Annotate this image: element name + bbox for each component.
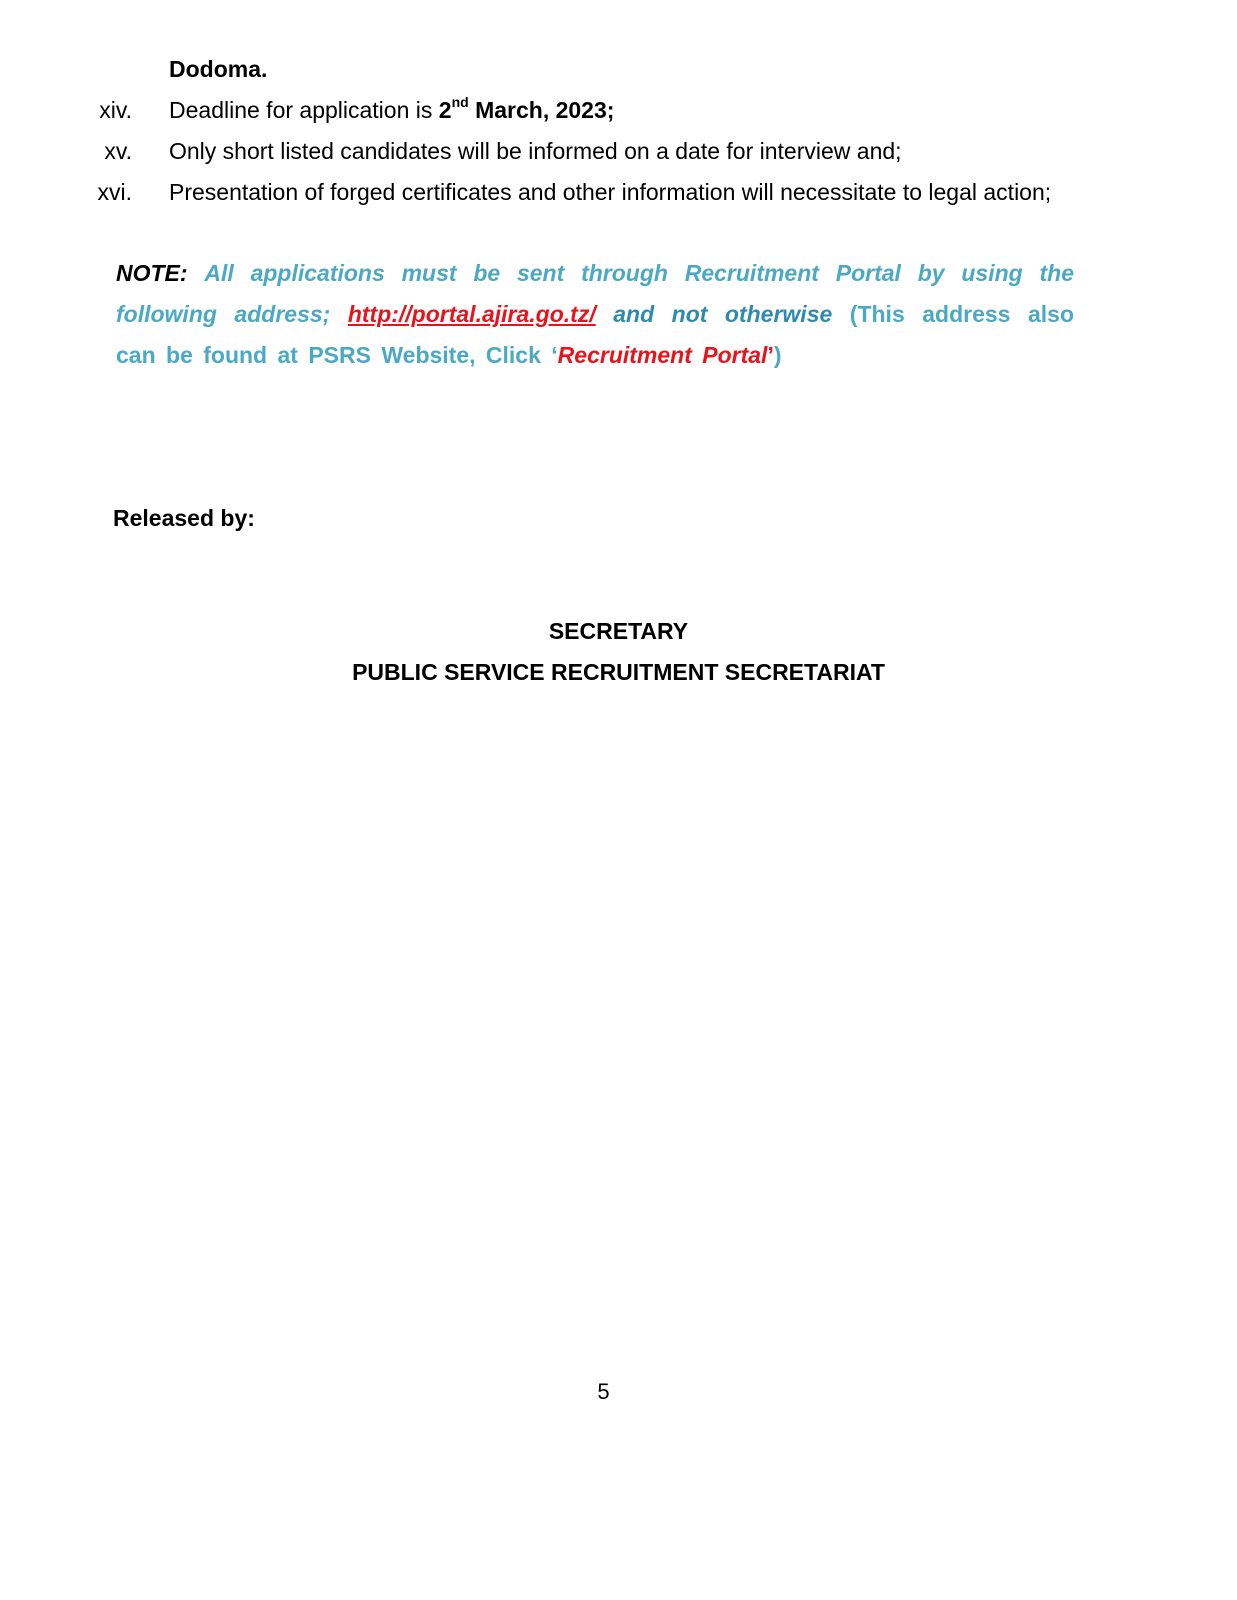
list-item-shortlist: Only short listed candidates will be informed on a date for interview and;	[169, 138, 902, 164]
deadline-day: 2	[438, 97, 452, 123]
list-numeral: xv.	[104, 138, 132, 164]
note-address-also: (This address also	[849, 301, 1075, 327]
note-instruction: All applications must be sent through Recruitment Portal by using the	[204, 260, 1075, 286]
list-item-text: Deadline for application is	[169, 97, 439, 123]
continuation-text: Dodoma.	[169, 56, 268, 82]
list-numeral: xvi.	[97, 179, 132, 205]
portal-link[interactable]: http://portal.ajira.go.tz/	[347, 301, 596, 327]
closing-paren: )	[773, 342, 782, 368]
note-line-1	[116, 259, 1074, 287]
list-item-deadline	[169, 96, 614, 124]
released-by-label: Released by:	[113, 505, 255, 531]
signature-title: SECRETARY	[548, 618, 689, 644]
deadline-date: March, 2023;	[468, 97, 615, 123]
note-psrs-website: can be found at PSRS Website, Click ‘	[116, 342, 558, 368]
signature-organization: PUBLIC SERVICE RECRUITMENT SECRETARIAT	[352, 659, 885, 685]
recruitment-portal-link[interactable]: Recruitment Portal	[557, 342, 768, 368]
page-number: 5	[597, 1379, 610, 1404]
note-not-otherwise: not otherwise	[671, 301, 833, 327]
note-label: NOTE:	[116, 260, 188, 286]
note-line-2	[116, 300, 1074, 328]
note-and: and	[613, 301, 655, 327]
deadline-day-suffix: nd	[451, 94, 469, 111]
list-item-forged-certificates: Presentation of forged certificates and other information will necessitate to legal action;	[169, 179, 1052, 205]
list-numeral: xiv.	[99, 97, 132, 123]
closing-quote: ’	[767, 342, 774, 368]
note-following-address: following address;	[116, 301, 331, 327]
note-line-3	[116, 341, 782, 369]
